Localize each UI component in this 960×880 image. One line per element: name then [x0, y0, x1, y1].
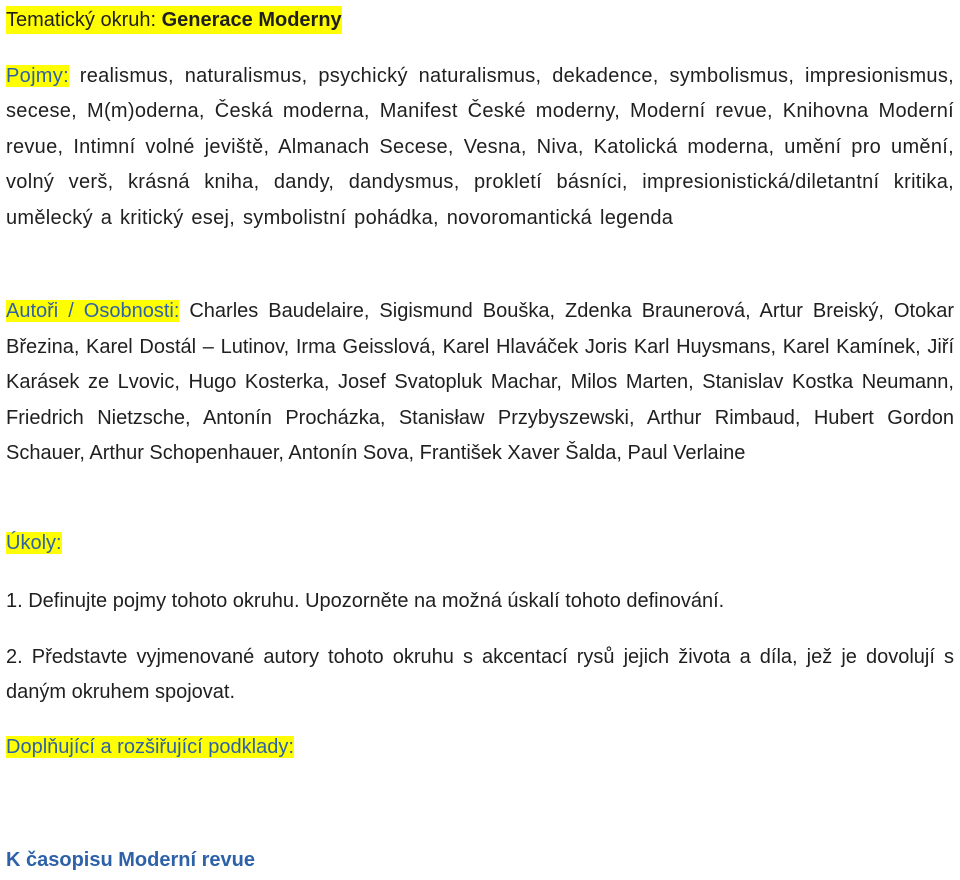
- title-topic: Generace Moderny: [161, 9, 342, 31]
- authors-label: Autoři / Osobnosti:: [6, 300, 180, 322]
- terms-paragraph: [6, 59, 954, 236]
- terms-text: realismus, naturalismus, psychický naturalismus, dekadence, symbolismus, impresionismus, secese, M(m)oderna, Česká moderna, Manifest České moderny, Moderní revue, Knihovna Moderní revue, Intimní volné jeviště, Almanach Secese, Vesna, Niva, Katolická moderna, umění pro umění, volný verš, krásná kniha, dandy, dandysmus, prokletí básníci, impresionistická/diletantní kritika, umělecký a kritický esej, symbolistní pohádka, novoromantická legenda: [6, 65, 954, 229]
- authors-text: Charles Baudelaire, Sigismund Bouška, Zdenka Braunerová, Artur Breiský, Otokar Březina, Karel Dostál – Lutinov, Irma Geisslová, Karel Hlaváček Joris Karl Huysmans, Karel Kamínek, Jiří Karásek ze Lvovic, Hugo Kosterka, Josef Svatopluk Machar, Milos Marten, Stanislav Kostka Neumann, Friedrich Nietzsche, Antonín Procházka, Stanisław Przybyszewski, Arthur Rimbaud, Hubert Gordon Schauer, Arthur Schopenhauer, Antonín Sova, František Xaver Šalda, Paul Verlaine: [6, 300, 954, 464]
- title-label: Tematický okruh:: [6, 9, 162, 31]
- page-title: [6, 6, 342, 34]
- terms-label: Pojmy:: [6, 65, 69, 87]
- task-item: 1. Definujte pojmy tohoto okruhu. Upozorněte na možná úskalí tohoto definování.: [6, 590, 725, 612]
- section-title: K časopisu Moderní revue: [6, 849, 255, 871]
- supplementary-heading: [6, 732, 954, 762]
- section-heading: [6, 846, 954, 874]
- authors-paragraph: [6, 294, 954, 472]
- tasks-heading: [6, 528, 954, 558]
- task-item: 2. Představte vyjmenované autory tohoto okruhu s akcentací rysů jejich života a díla, jež je dovolují s daným okruhem spojovat.: [6, 646, 954, 703]
- supplementary-label: Doplňující a rozšiřující podklady:: [6, 736, 294, 758]
- tasks-label: Úkoly:: [6, 532, 62, 554]
